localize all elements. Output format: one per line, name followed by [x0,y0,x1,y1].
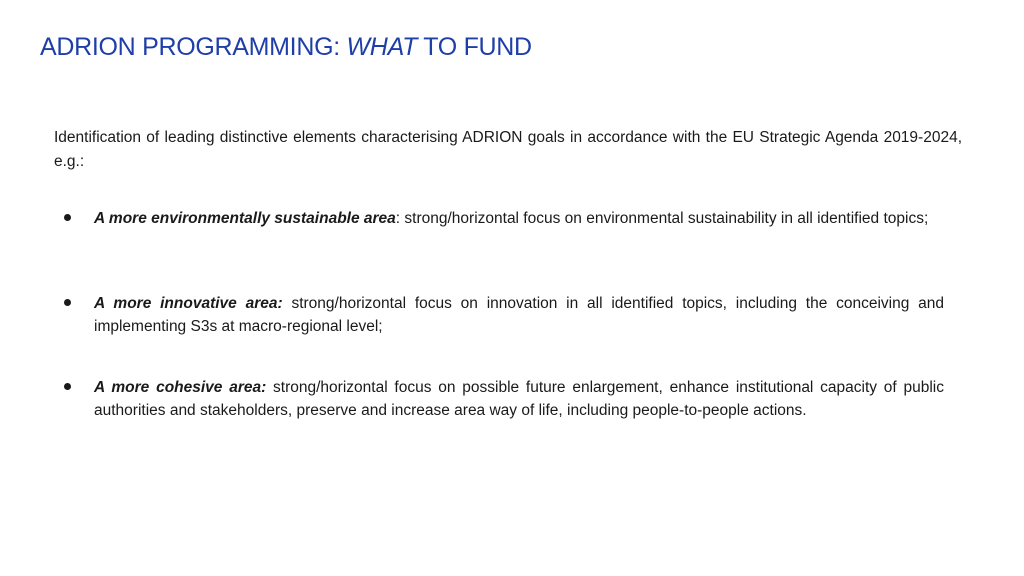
bullet-icon [64,383,71,390]
goal-cohesion-lead: A more cohesive area: [94,379,267,396]
intro-paragraph: Identification of leading distinctive elements characterising ADRION goals in accordance with the EU Strategic Agenda 2019-2024, e.g.: [54,129,962,170]
goal-environment [94,207,944,230]
bullet-icon [64,214,71,221]
goal-innovation-text: strong/horizontal focus on innovation in all identified topics, including the conceiving and implementing S3s at macro-regional level; [94,295,945,335]
goal-cohesion-text: strong/horizontal focus on possible future enlargement, enhance institutional capacity of public authorities and stakeholders, preserve and increase area way of life, including people-to-people actions. [94,379,945,419]
title-emphasis: WHAT [346,33,418,61]
slide-title [40,33,532,62]
title-part-1: ADRION PROGRAMMING: [40,33,347,61]
goal-environment-lead: A more environmentally sustainable area [94,210,396,227]
bullet-icon [64,299,71,306]
goal-innovation [94,292,944,338]
goal-innovation-lead: A more innovative area: [94,295,283,312]
goal-cohesion [94,376,944,422]
title-part-2: TO FUND [417,33,532,61]
goal-environment-text: : strong/horizontal focus on environmental sustainability in all identified topics; [395,210,929,227]
